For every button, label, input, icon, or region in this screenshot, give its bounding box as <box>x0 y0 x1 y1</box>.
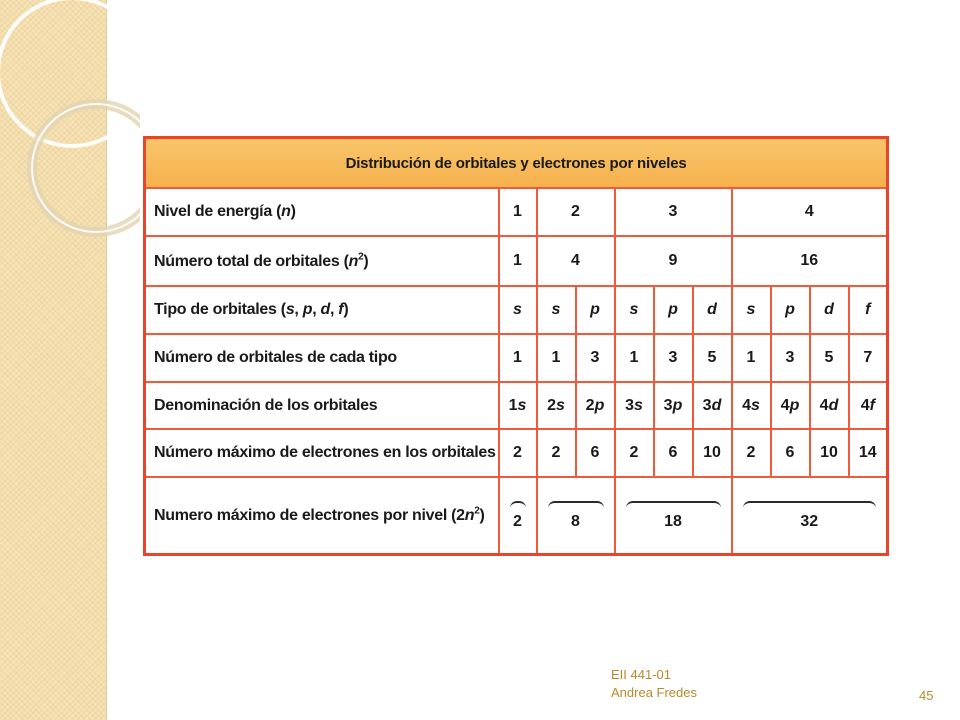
row-label <box>145 477 499 554</box>
cell: 3p <box>654 382 693 430</box>
label-text: Número máximo de electrones en los orbitales <box>154 444 496 462</box>
footer-author: Andrea Fredes <box>611 685 697 700</box>
cell: 6 <box>576 429 615 477</box>
row-total-orbitals <box>145 236 888 287</box>
row-label <box>145 429 499 477</box>
cell <box>732 477 888 554</box>
cell: 4d <box>810 382 849 430</box>
cell: 14 <box>849 429 888 477</box>
cell: 6 <box>654 429 693 477</box>
cell: 5 <box>810 334 849 382</box>
cell: 4s <box>732 382 771 430</box>
cell: s <box>615 286 654 334</box>
cell-value: 18 <box>664 512 682 530</box>
table-title-row <box>145 138 888 189</box>
cell: 4p <box>771 382 810 430</box>
cell <box>499 477 537 554</box>
page-number: 45 <box>919 688 934 703</box>
cell: p <box>576 286 615 334</box>
cell: 3 <box>654 334 693 382</box>
row-label <box>145 188 499 236</box>
cell: 10 <box>810 429 849 477</box>
cell: 2 <box>615 429 654 477</box>
cell: 16 <box>732 236 888 287</box>
cell: p <box>771 286 810 334</box>
cell: f <box>849 286 888 334</box>
cell <box>615 477 732 554</box>
cell: 2 <box>537 429 576 477</box>
cell-value: 32 <box>800 512 819 530</box>
row-label <box>145 382 499 430</box>
row-orbital-types <box>145 286 888 334</box>
label-text: Número de orbitales de cada tipo <box>154 348 397 366</box>
cell: 1 <box>537 334 576 382</box>
cell: 1 <box>499 188 537 236</box>
label-text: Nivel de energía (n) <box>154 202 296 220</box>
cell: p <box>654 286 693 334</box>
table-title: Distribución de orbitales y electrones por niveles <box>145 138 888 189</box>
cell <box>537 477 615 554</box>
cell: 2s <box>537 382 576 430</box>
cell: 10 <box>693 429 732 477</box>
cell: s <box>499 286 537 334</box>
cell: 1 <box>732 334 771 382</box>
row-label <box>145 334 499 382</box>
cell: d <box>810 286 849 334</box>
label-text: Tipo de orbitales (s, p, d, f) <box>154 301 349 319</box>
cell: 9 <box>615 236 732 287</box>
cell: 7 <box>849 334 888 382</box>
cell: 4 <box>537 236 615 287</box>
cell: 3 <box>771 334 810 382</box>
row-energy-level <box>145 188 888 236</box>
cell: 1 <box>615 334 654 382</box>
cell: d <box>693 286 732 334</box>
decorative-rings <box>0 0 140 260</box>
brace-icon <box>626 501 721 510</box>
label-text: Número total de orbitales $(n^2)$ <box>154 251 369 270</box>
cell: 3s <box>615 382 654 430</box>
cell: 3d <box>693 382 732 430</box>
brace-icon <box>743 501 877 510</box>
cell-value: 2 <box>513 512 522 530</box>
label-text: Denominación de los orbitales <box>154 396 378 414</box>
cell: 1 <box>499 334 537 382</box>
cell: s <box>537 286 576 334</box>
row-orbital-names <box>145 382 888 430</box>
cell: 4f <box>849 382 888 430</box>
cell: s <box>732 286 771 334</box>
cell: 4 <box>732 188 888 236</box>
cell: 2 <box>732 429 771 477</box>
cell: 6 <box>771 429 810 477</box>
cell: 2 <box>499 429 537 477</box>
cell: 2p <box>576 382 615 430</box>
cell: 1 <box>499 236 537 287</box>
row-label <box>145 236 499 287</box>
label-text: Numero máximo de electrones por nivel $(2n^2)$ <box>154 505 485 525</box>
brace-icon <box>548 501 604 510</box>
row-orbitals-per-type <box>145 334 888 382</box>
cell: 3 <box>576 334 615 382</box>
row-max-electrons-level <box>145 477 888 554</box>
row-max-electrons-orbitals <box>145 429 888 477</box>
row-label <box>145 286 499 334</box>
cell: 2 <box>537 188 615 236</box>
brace-icon <box>510 501 526 510</box>
cell-value: 8 <box>571 512 580 530</box>
cell: 3 <box>615 188 732 236</box>
cell: 1s <box>499 382 537 430</box>
orbital-distribution-table <box>143 136 886 556</box>
footer-course: EII 441-01 <box>611 667 671 682</box>
slide-footer <box>611 666 697 702</box>
cell: 5 <box>693 334 732 382</box>
